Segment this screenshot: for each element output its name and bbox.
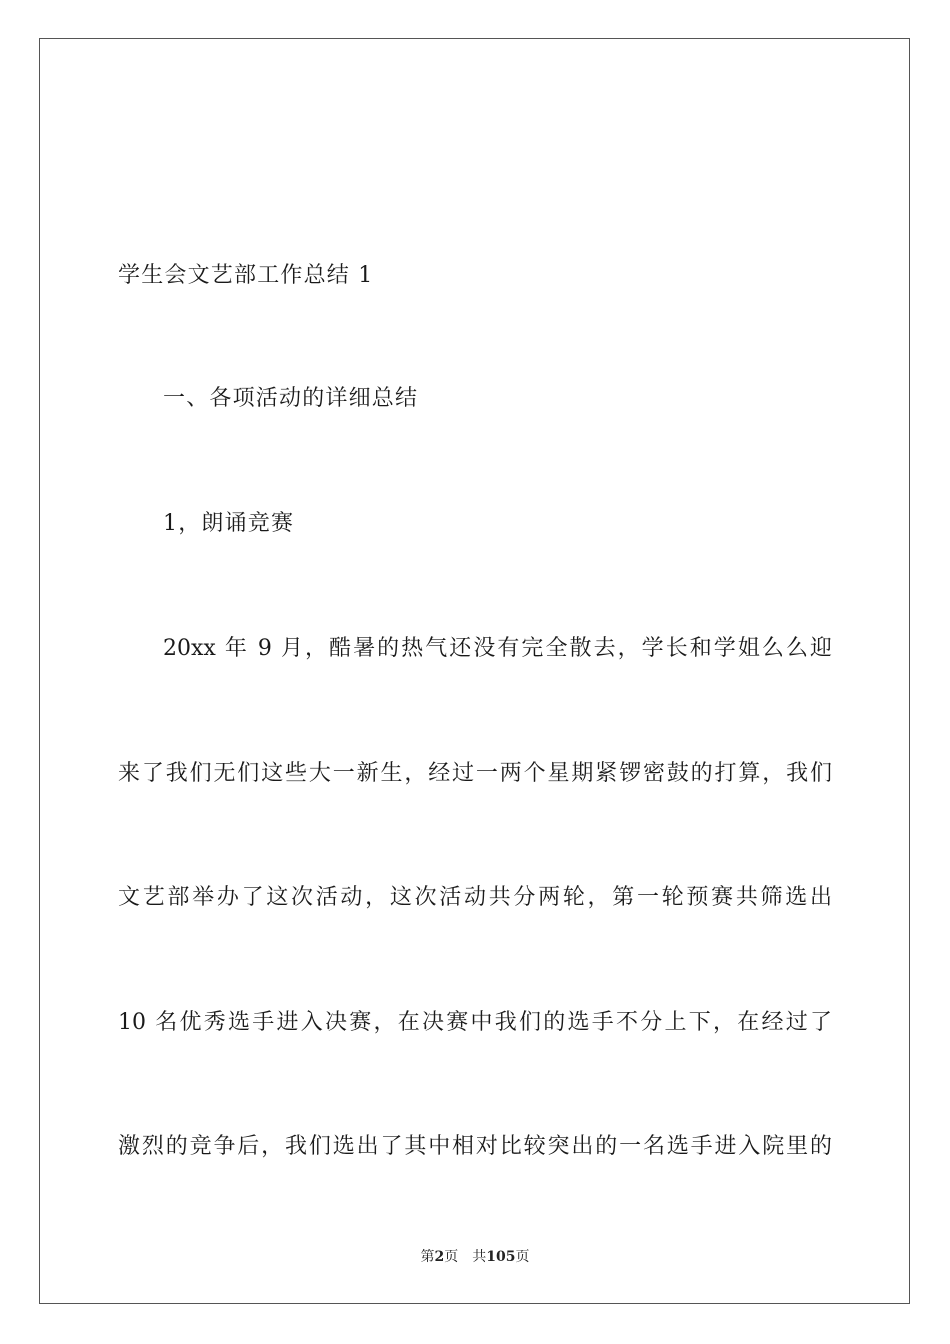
paragraph-line: 10 名优秀选手进入决赛，在决赛中我们的选手不分上下，在经过了 [118, 1010, 832, 1035]
total-pages: 105 [486, 1249, 516, 1265]
paragraph-line: 来了我们无们这些大一新生，经过一两个星期紧锣密鼓的打算，我们 [118, 761, 832, 786]
page-suffix: 页 [444, 1249, 459, 1265]
page-number: 2 [434, 1249, 445, 1265]
page-prefix: 第 [420, 1249, 435, 1265]
paragraph-line: 激烈的竞争后，我们选出了其中相对比较突出的一名选手进入院里的 [118, 1134, 832, 1159]
total-prefix: 共 [472, 1249, 487, 1265]
document-title: 学生会文艺部工作总结 1 [118, 263, 374, 288]
total-suffix: 页 [515, 1249, 530, 1265]
paragraph-line: 20xx 年 9 月，酷暑的热气还没有完全散去，学长和学姐么么迎 [163, 636, 832, 661]
page-border [39, 38, 910, 1304]
paragraph-line: 文艺部举办了这次活动，这次活动共分两轮，第一轮预赛共筛选出 [118, 885, 832, 910]
subheading: 1，朗诵竞赛 [163, 511, 295, 536]
page-footer [0, 1248, 950, 1266]
section-heading: 一、各项活动的详细总结 [163, 386, 419, 411]
